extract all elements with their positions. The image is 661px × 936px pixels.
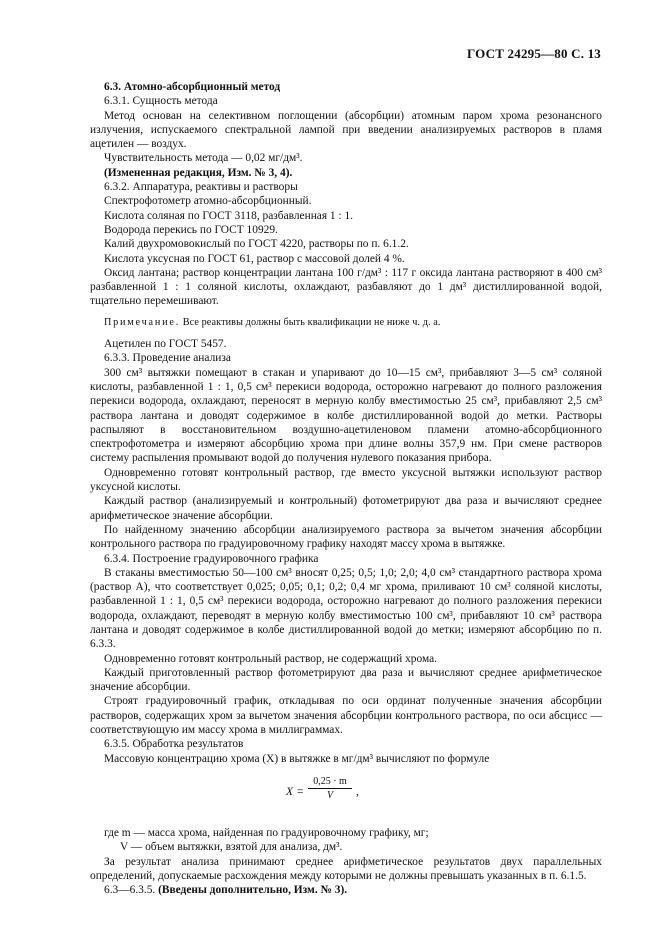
text-paragraph: 6.3.3. Проведение анализа <box>104 352 231 365</box>
amendment-ref: 6.3—6.3.5. <box>104 884 159 897</box>
document-body <box>90 80 602 897</box>
text-paragraph: За результат анализа принимают среднее арифметическое результатов двух параллельных определений, допускаемые расхождения между которыми не должны превышать указанных в п. 6.1.5. <box>90 855 602 882</box>
formula-fraction <box>308 776 352 801</box>
text-paragraph: Кислота уксусная по ГОСТ 61, раствор с массовой долей 4 %. <box>104 252 405 265</box>
text-paragraph: 6.3.1. Сущность метода <box>104 95 218 108</box>
text-paragraph: Каждый раствор (анализируемый и контрольный) фотометрируют два раза и вычисляют среднее арифметическое значение абсорбции. <box>90 495 602 522</box>
page-header: ГОСТ 24295—80 С. 13 <box>467 46 601 61</box>
amendment-text: (Введены дополнительно, Изм. № 3). <box>158 884 348 897</box>
text-paragraph: Водорода перекись по ГОСТ 10929. <box>104 223 278 236</box>
amendment-note <box>90 883 602 897</box>
section-heading: (Измененная редакция, Изм. № 3, 4). <box>104 166 293 179</box>
text-paragraph: Калий двухромовокислый по ГОСТ 4220, растворы по п. 6.1.2. <box>104 238 409 251</box>
text-paragraph: 6.3.4. Построение градуировочного графика <box>104 552 319 565</box>
section-heading: 6.3. Атомно-абсорбционный метод <box>104 81 281 93</box>
formula-comma: , <box>356 785 359 798</box>
text-paragraph: Одновременно готовят контрольный раствор, где вместо уксусной вытяжки используют раствор уксусной кислоты. <box>90 466 602 494</box>
note-label: Примечание. <box>104 316 181 328</box>
formula-denominator: V <box>326 789 334 801</box>
text-paragraph: Спектрофотометр атомно-абсорбционный. <box>104 195 312 208</box>
text-paragraph: 300 см³ вытяжки помещают в стакан и упаривают до 10—15 см³, прибавляют 3—5 см³ соляной кислоты, разбавленной 1 : 1, 0,5 см³ перекиси водорода, осторожно нагревают до полного разложения перекиси водорода, охлаждают, переносят в мерную колбу вместимостью 25 см³, прибавляют 2,5 см³ раствора лантана и доводят содержимое в колбе дистиллированной водой до метки. Растворы распыляют в восстановительном воздушно-ацетиленовом пламени атомно-абсорбционного спектрофотометра и измеряют абсорбцию хрома при длине волны 357,9 нм. При смене растворов систему распыления промывают водой до получения нулевого показания прибора. <box>90 366 602 465</box>
text-paragraph: 6.3.5. Обработка результатов <box>104 738 244 751</box>
text-paragraph: Строят градуировочный график, откладывая по оси ординат полученные значения абсорбции растворов, содержащих хром за вычетом значения абсорбции контрольного раствора, по оси абсцисс — соответствующую им массу хрома в миллиграммах. <box>90 695 602 737</box>
text-paragraph: Метод основан на селективном поглощении (абсорбции) атомным паром хрома резонансного излучения, испускаемого спектральной лампой при введении анализируемых растворов в пламя ацетилен — воздух. <box>90 109 602 151</box>
text-paragraph: 6.3.2. Аппаратура, реактивы и растворы <box>104 181 298 194</box>
text-paragraph: Ацетилен по ГОСТ 5457. <box>104 338 227 351</box>
text-paragraph: В стаканы вместимостью 50—100 см³ вносят 0,25; 0,5; 1,0; 2,0; 4,0 см³ стандартного раствора хрома (раствор А), что соответствует 0,025; 0,05; 0,1; 0,2; 0,4 мг хрома, приливают 10 см³ соляной кислоты, разбавленной 1 : 1, 0,5 см³ перекиси водорода, осторожно нагревают до полного разложения перекиси водорода, охлаждают, переводят в мерную колбу вместимостью 100 см³, прибавляют 10 см³ раствора лантана и доводят содержимое в колбе дистиллированной водой до метки; измеряют абсорбцию по п. 6.3.3. <box>90 566 602 651</box>
note-paragraph <box>90 316 602 330</box>
text-paragraph: где m — масса хрома, найденная по градуировочному графику, мг; <box>104 826 429 839</box>
text-paragraph: Оксид лантана; раствор концентрации лантана 100 г/дм³ : 117 г оксида лантана растворяют в 400 см³ разбавленной 1 : 1 соляной кислоты, охлаждают, разбавляют до 1 дм³ дистиллированной водой, тщательно перемешивают. <box>90 266 602 308</box>
text-paragraph: Одновременно готовят контрольный раствор, не содержащий хрома. <box>104 652 437 665</box>
text-paragraph: Чувствительность метода — 0,02 мг/дм³. <box>104 152 303 165</box>
formula-equals: = <box>297 785 304 798</box>
text-paragraph: Кислота соляная по ГОСТ 3118, разбавленная 1 : 1. <box>104 209 354 222</box>
formula-lhs: X <box>286 785 293 798</box>
formula-numerator: 0,25 · m <box>308 776 352 789</box>
text-paragraph: По найденному значению абсорбции анализируемого раствора за вычетом значения абсорбции контрольного раствора по градуировочному графику находят массу хрома в вытяжке. <box>90 523 602 551</box>
text-paragraph: Массовую концентрацию хрома (X) в вытяжке в мг/дм³ вычисляют по формуле <box>104 752 490 765</box>
note-text: Все реактивы должны быть квалификации не ниже ч. д. а. <box>180 316 441 328</box>
formula <box>90 776 602 816</box>
text-paragraph: V — объем вытяжки, взятой для анализа, дм³. <box>120 841 343 854</box>
text-paragraph: Каждый приготовленный раствор фотометрируют два раза и вычисляют среднее арифметическое значение абсорбции. <box>90 666 602 694</box>
